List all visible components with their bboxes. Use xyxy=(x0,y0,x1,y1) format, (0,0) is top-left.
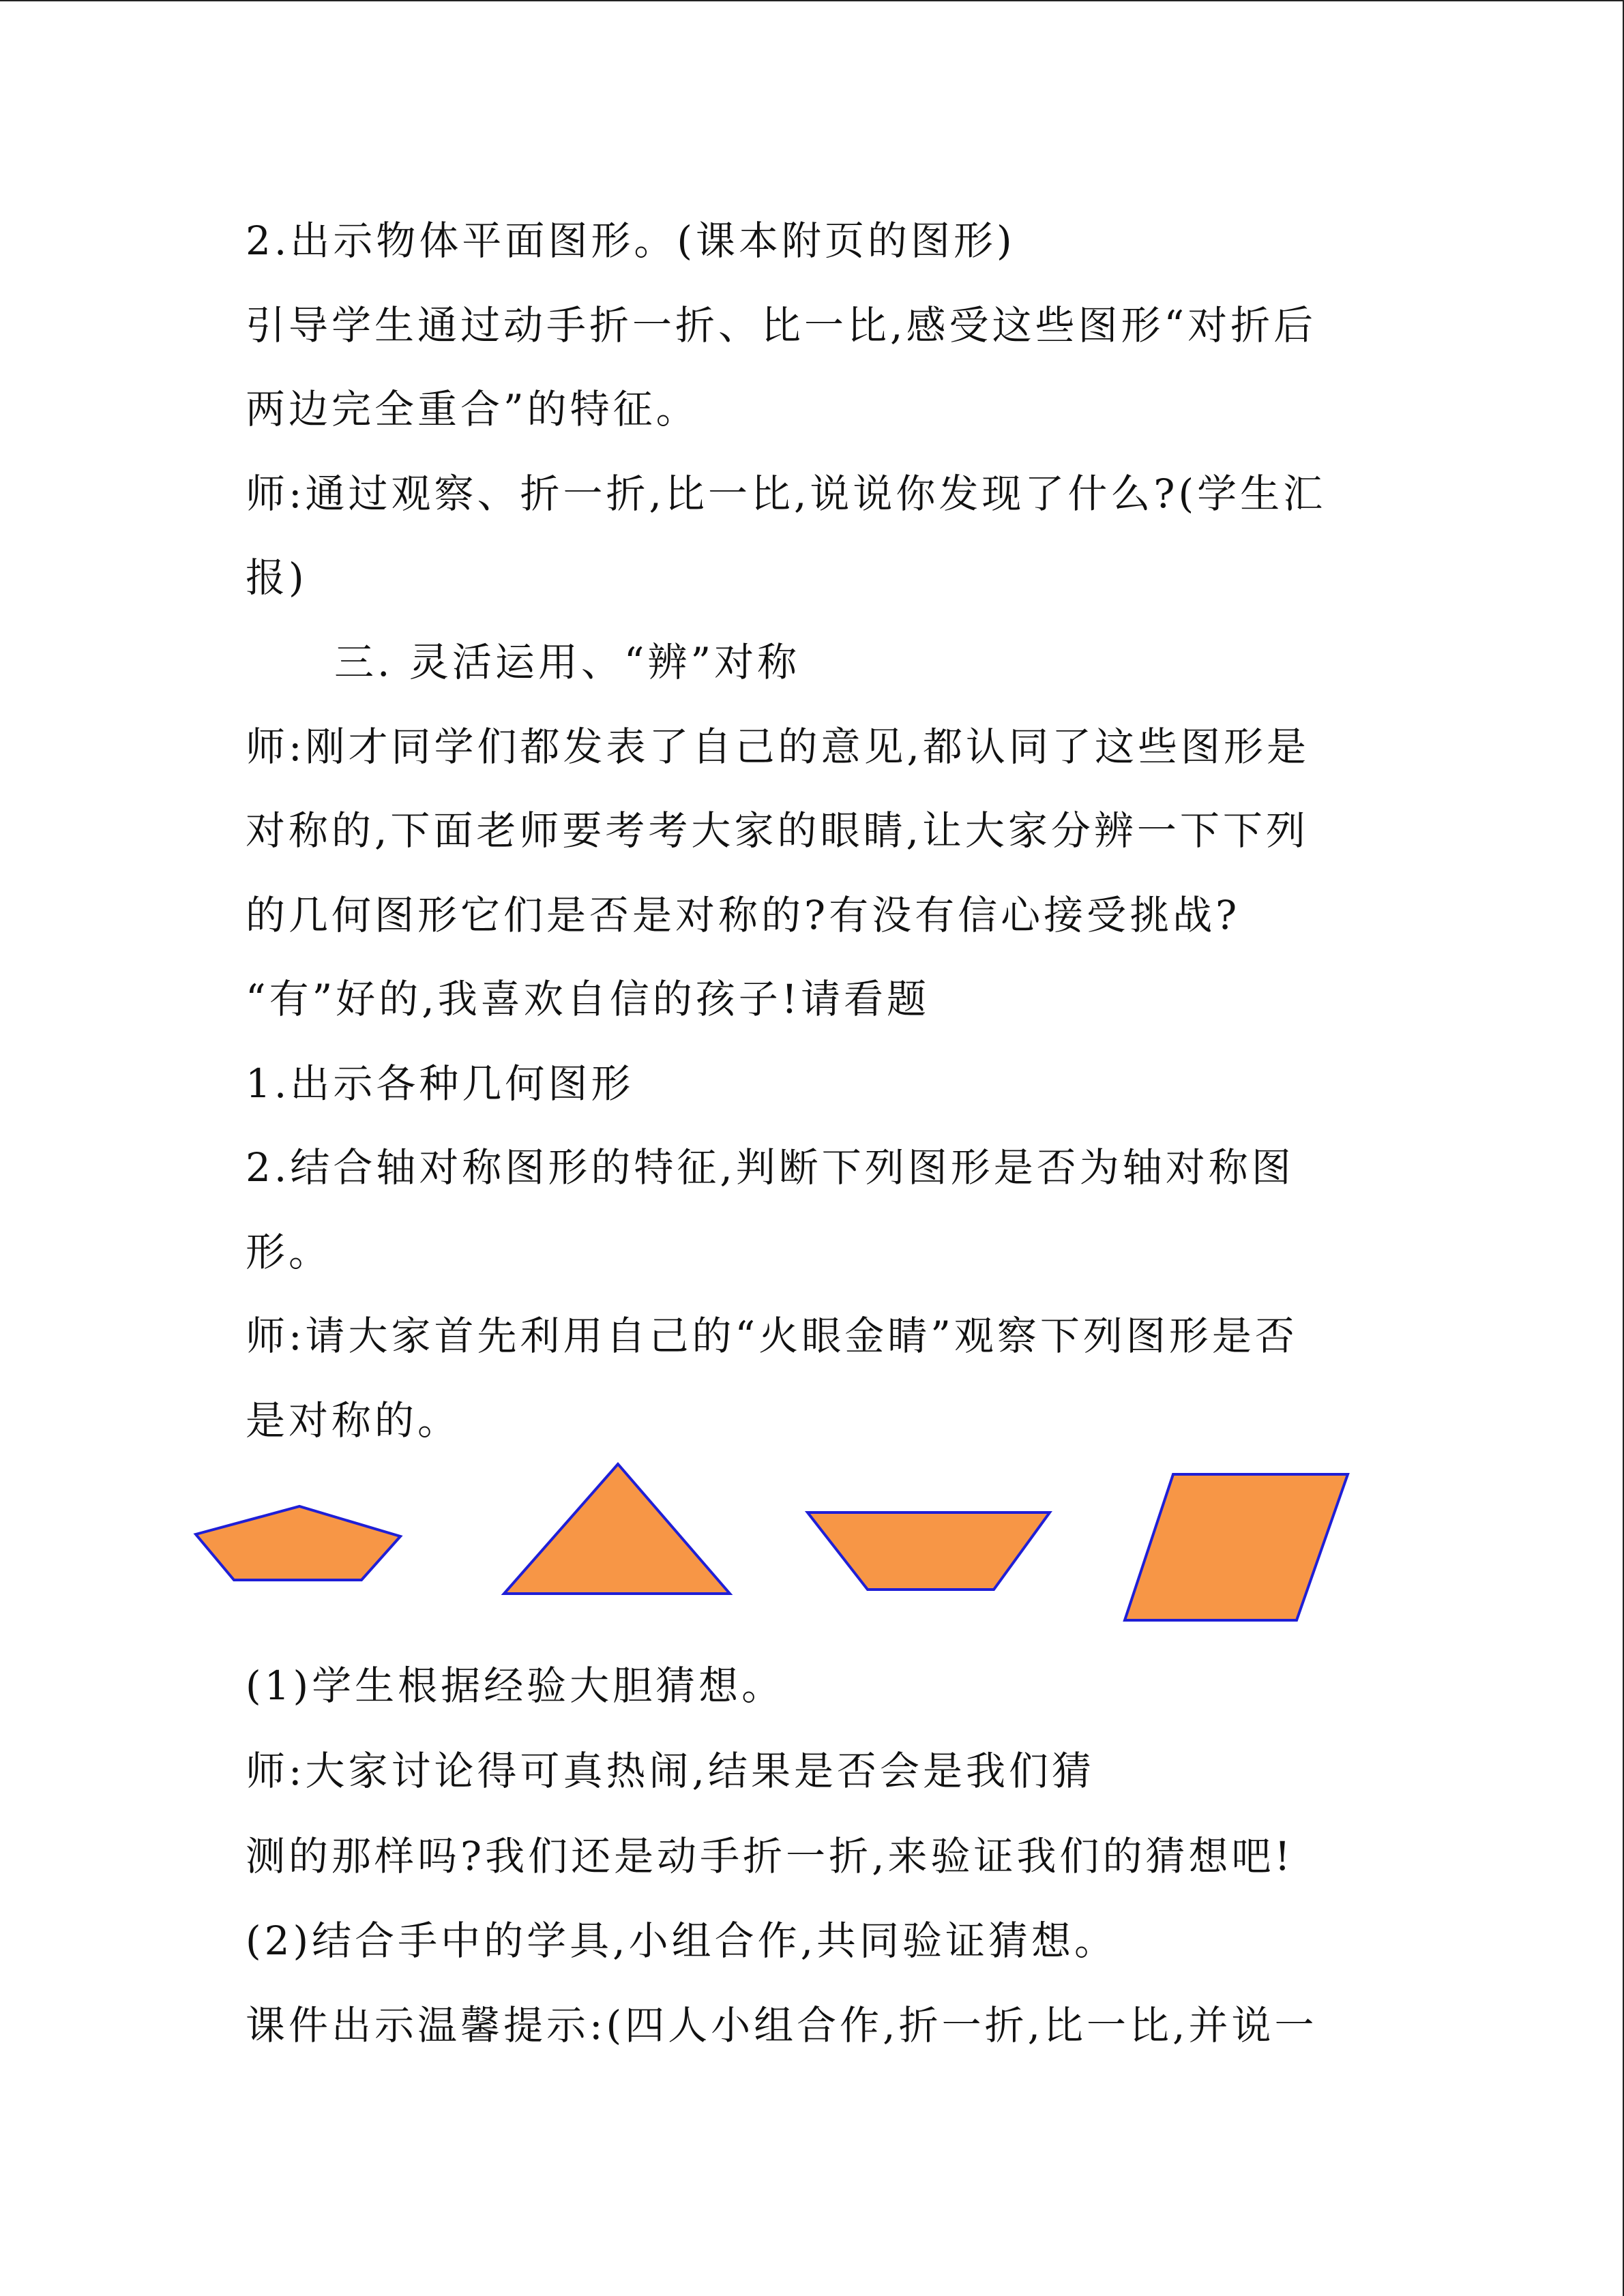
text-line: 报) xyxy=(246,554,308,601)
text-line: (2)结合手中的学具,小组合作,共同验证猜想。 xyxy=(246,1918,1118,1964)
text-line: 2.出示物体平面图形。(课本附页的图形) xyxy=(246,218,1016,264)
text-line: 测的那样吗?我们还是动手折一折,来验证我们的猜想吧! xyxy=(246,1833,1294,1879)
section-heading: 三. 灵活运用、“辨”对称 xyxy=(334,639,801,685)
text-line: 两边完全重合”的特征。 xyxy=(246,386,699,432)
text-line: 的几何图形它们是否是对称的?有没有信心接受挑战? xyxy=(246,892,1241,938)
text-line: 师:请大家首先利用自己的“火眼金睛”观察下列图形是否 xyxy=(246,1313,1298,1359)
pentagon-shape xyxy=(196,1506,400,1580)
triangle-shape xyxy=(504,1464,730,1594)
parallelogram-shape xyxy=(1125,1474,1348,1620)
text-line: 形。 xyxy=(246,1229,332,1275)
text-line: 1.出示各种几何图形 xyxy=(246,1060,634,1107)
text-line: 引导学生通过动手折一折、比一比,感受这些图形“对折后 xyxy=(246,302,1317,348)
trapezoid-shape xyxy=(808,1512,1050,1590)
text-line: 师:刚才同学们都发表了自己的意见,都认同了这些图形是 xyxy=(246,724,1310,770)
text-line: 课件出示温馨提示:(四人小组合作,折一折,比一比,并说一 xyxy=(246,2002,1318,2048)
text-line: 2.结合轴对称图形的特征,判断下列图形是否为轴对称图 xyxy=(246,1144,1295,1191)
text-line: (1)学生根据经验大胆猜想。 xyxy=(246,1663,785,1709)
text-line: 师:大家讨论得可真热闹,结果是否会是我们猜 xyxy=(246,1748,1095,1794)
text-line: 师:通过观察、折一折,比一比,说说你发现了什么?(学生汇 xyxy=(246,471,1327,517)
text-line: 对称的,下面老师要考考大家的眼睛,让大家分辨一下下列 xyxy=(246,807,1309,854)
text-line: 是对称的。 xyxy=(246,1397,461,1444)
text-line: “有”好的,我喜欢自信的孩子!请看题 xyxy=(246,976,930,1022)
